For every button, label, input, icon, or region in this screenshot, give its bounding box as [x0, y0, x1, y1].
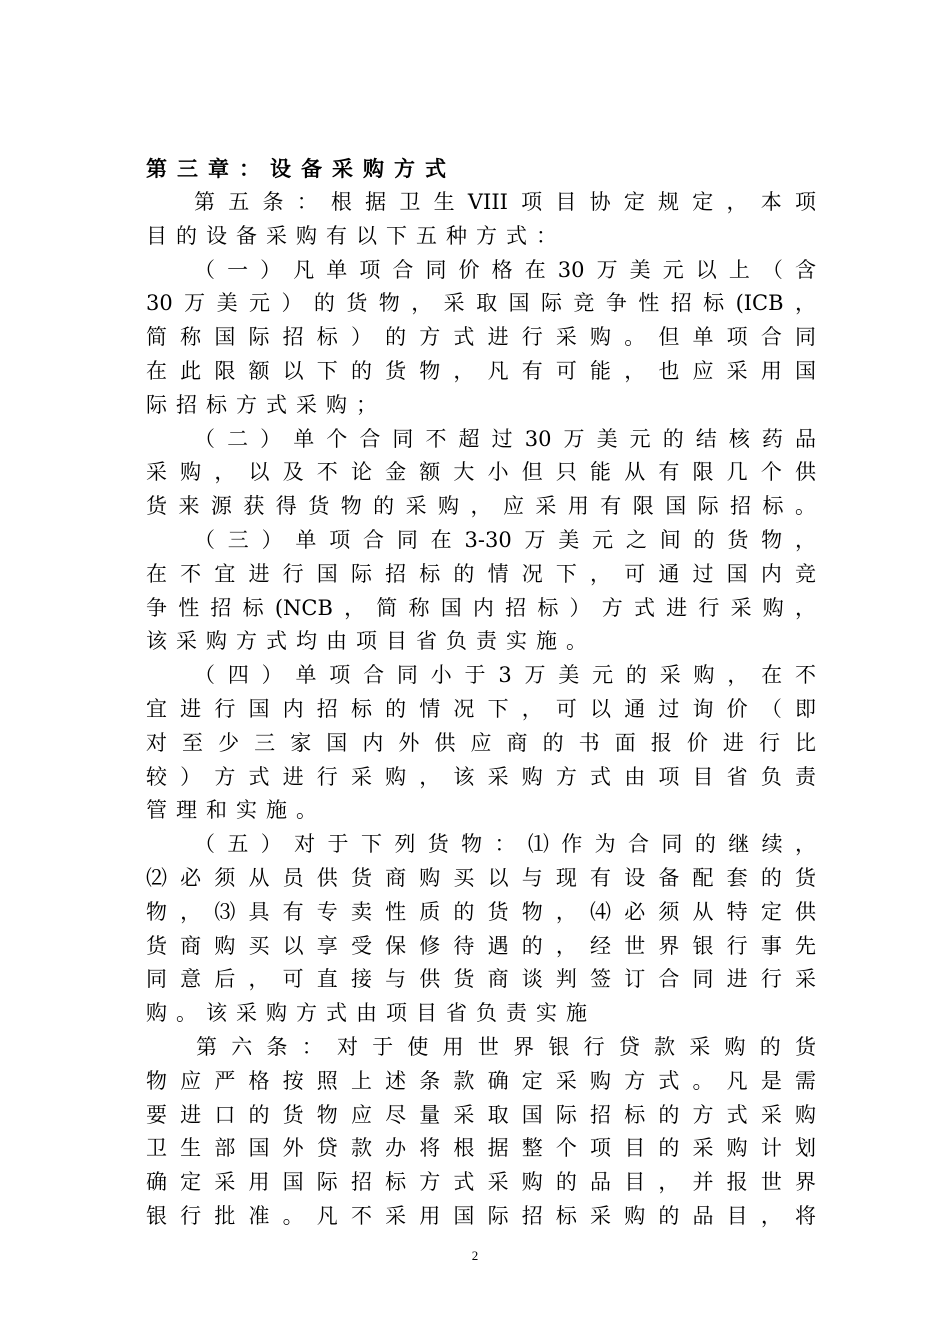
- article-5-paragraph: [146, 186, 816, 254]
- method-1-paragraph: [146, 254, 816, 423]
- text-line: 际招标方式采购；: [146, 392, 386, 417]
- text-line: 在此限额以下的货物，凡有可能，也应采用国: [146, 358, 816, 383]
- article-6-paragraph: [146, 1031, 816, 1234]
- text-line: 较）方式进行采购，该采购方式由项目省负责: [146, 764, 816, 789]
- text-line: 物应严格按照上述条款确定采购方式。凡是需: [146, 1068, 816, 1093]
- text-line: 目的设备采购有以下五种方式：: [146, 223, 566, 248]
- text-line: 要进口的货物应尽量采取国际招标的方式采购: [146, 1102, 816, 1127]
- text-line: ⑵必须从员供货商购买以与现有设备配套的货: [146, 865, 816, 890]
- text-line: 30万美元）的货物，采取国际竞争性招标(ICB，: [146, 291, 816, 316]
- text-line: （二）单个合同不超过30万美元的结核药品: [194, 426, 816, 451]
- text-line: 该采购方式均由项目省负责实施。: [146, 629, 596, 654]
- text-line: 购。该采购方式由项目省负责实施: [146, 1001, 596, 1026]
- text-line: 确定采用国际招标方式采购的品目，并报世界: [146, 1170, 816, 1195]
- text-line: 宜进行国内招标的情况下，可以通过询价（即: [146, 696, 816, 721]
- text-line: 物，⑶具有专卖性质的货物，⑷必须从特定供: [146, 899, 816, 924]
- text-line: 货来源获得货物的采购，应采用有限国际招标。: [146, 494, 816, 519]
- text-line: （三）单项合同在3-30万美元之间的货物，: [194, 527, 816, 552]
- text-line: 管理和实施。: [146, 798, 326, 823]
- text-line: 同意后，可直接与供货商谈判签订合同进行采: [146, 967, 816, 992]
- text-line: 在不宜进行国际招标的情况下，可通过国内竞: [146, 561, 816, 586]
- text-line: （一）凡单项合同价格在30万美元以上（含: [194, 257, 816, 282]
- text-line: （四）单项合同小于3万美元的采购，在不: [194, 663, 816, 688]
- text-line: 采购，以及不论金额大小但只能从有限几个供: [146, 460, 816, 485]
- text-line: 卫生部国外贷款办将根据整个项目的采购计划: [146, 1136, 816, 1161]
- text-line: 第六条：对于使用世界银行贷款采购的货: [196, 1034, 816, 1059]
- text-line: 简称国际招标）的方式进行采购。但单项合同: [146, 325, 816, 350]
- method-2-paragraph: [146, 423, 816, 524]
- text-line: 第五条：根据卫生VIII项目协定规定，本项: [194, 190, 816, 214]
- page-number: 2: [471, 1248, 479, 1263]
- method-5-paragraph: [146, 828, 816, 1031]
- text-line: 银行批准。凡不采用国际招标采购的品目，将: [146, 1203, 816, 1228]
- chapter-heading: 第三章：设备采购方式: [146, 156, 456, 181]
- text-line: 争性招标(NCB，简称国内招标）方式进行采购，: [146, 595, 816, 620]
- method-4-paragraph: [146, 659, 816, 828]
- text-line: 对至少三家国内外供应商的书面报价进行比: [146, 730, 816, 755]
- method-3-paragraph: [146, 524, 816, 659]
- document-body: [146, 152, 816, 1234]
- text-line: （五）对于下列货物：⑴作为合同的继续，: [194, 832, 816, 857]
- text-line: 货商购买以享受保修待遇的，经世界银行事先: [146, 933, 816, 958]
